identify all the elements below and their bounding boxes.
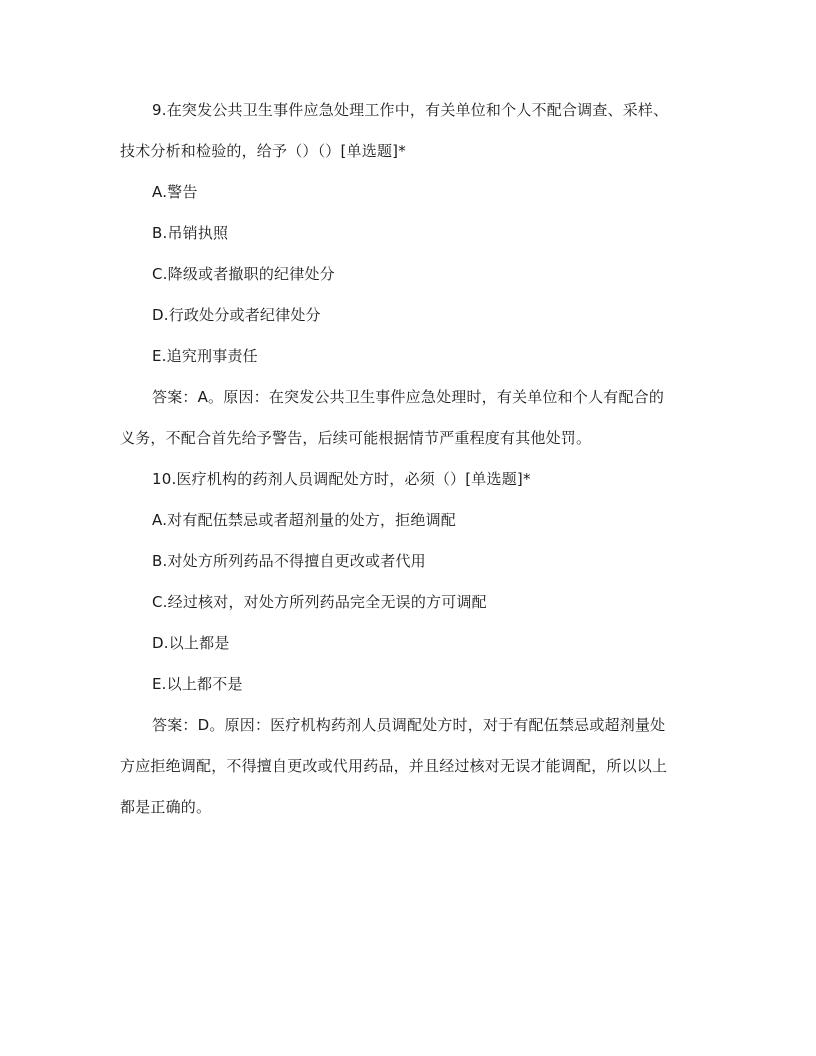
answer-line: 方应拒绝调配，不得擅自更改或代用药品，并且经过核对无误才能调配，所以以上 — [120, 757, 668, 775]
answer-option: E.以上都不是 — [152, 675, 243, 693]
answer-option: A.警告 — [152, 183, 198, 201]
answer-option: C.经过核对，对处方所列药品完全无误的方可调配 — [152, 593, 487, 611]
answer-option: D.行政处分或者纪律处分 — [152, 306, 321, 324]
answer-line: 答案：A。原因：在突发公共卫生事件应急处理时，有关单位和个人有配合的 — [152, 388, 665, 406]
question-10 — [120, 459, 696, 828]
question-stem — [120, 459, 696, 500]
answer-line: 答案：D。原因：医疗机构药剂人员调配处方时，对于有配伍禁忌或超剂量处 — [152, 716, 666, 734]
question-stem-line: 10.医疗机构的药剂人员调配处方时，必须（）[单选题]* — [152, 470, 531, 488]
document-body — [120, 90, 696, 828]
answer-option: E.追究刑事责任 — [152, 347, 258, 365]
answer-option: C.降级或者撤职的纪律处分 — [152, 265, 335, 283]
answer-option: D.以上都是 — [152, 634, 230, 652]
answer-explanation — [120, 705, 696, 746]
answer-line: 都是正确的。 — [120, 798, 212, 816]
question-9 — [120, 90, 696, 459]
answer-option: A.对有配伍禁忌或者超剂量的处方，拒绝调配 — [152, 511, 456, 529]
question-stem — [120, 90, 696, 131]
question-stem-line: 9.在突发公共卫生事件应急处理工作中，有关单位和个人不配合调查、采样、 — [152, 101, 669, 119]
answer-line: 义务，不配合首先给予警告，后续可能根据情节严重程度有其他处罚。 — [120, 429, 592, 447]
answer-option: B.吊销执照 — [152, 224, 229, 242]
answer-option: B.对处方所列药品不得擅自更改或者代用 — [152, 552, 426, 570]
question-stem-line: 技术分析和检验的，给予（）（）[单选题]* — [120, 142, 406, 160]
answer-explanation — [120, 377, 696, 418]
